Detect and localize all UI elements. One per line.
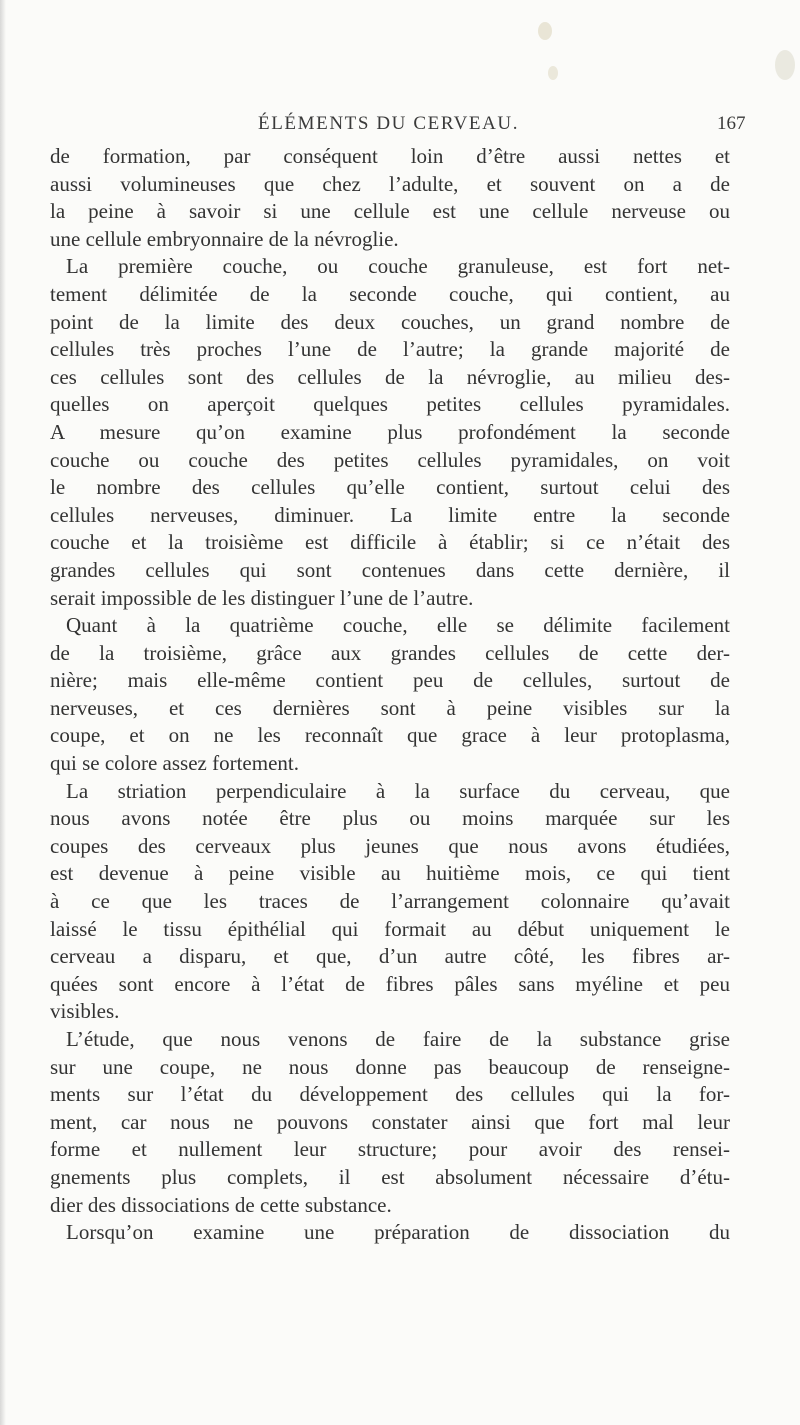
text-line: ment, car nous ne pouvons constater ainsi que fort mal leur <box>50 1109 730 1134</box>
text-line: qui se colore assez fortement. <box>50 751 299 776</box>
paper-stain <box>548 66 558 80</box>
text-line: ments sur l’état du développement des cellules qui la for- <box>50 1082 730 1107</box>
text-line: de la troisième, grâce aux grandes cellules de cette der- <box>50 640 730 665</box>
text-line: point de la limite des deux couches, un grand nombre de <box>50 309 730 334</box>
body-text <box>50 143 730 1247</box>
text-line: de formation, par conséquent loin d’être aussi nettes et <box>50 144 730 168</box>
text-line: couche ou couche des petites cellules pyramidales, on voit <box>50 447 730 472</box>
text-line: la peine à savoir si une cellule est une cellule nerveuse ou <box>50 199 730 224</box>
text-line: La première couche, ou couche granuleuse, est fort net- <box>66 254 730 279</box>
text-line: une cellule embryonnaire de la névroglie. <box>50 226 399 251</box>
text-line: La striation perpendiculaire à la surface du cerveau, que <box>66 778 730 803</box>
text-line: visibles. <box>50 999 120 1024</box>
text-line: quées sont encore à l’état de fibres pâles sans myéline et peu <box>50 971 730 996</box>
text-line: A mesure qu’on examine plus profondément la seconde <box>50 419 730 444</box>
text-line: nière; mais elle-même contient peu de cellules, surtout de <box>50 668 730 693</box>
running-head-title: ÉLÉMENTS DU CERVEAU. <box>258 113 520 134</box>
text-line: serait impossible de les distinguer l’une de l’autre. <box>50 585 474 610</box>
text-line: tement délimitée de la seconde couche, qui contient, au <box>50 281 730 306</box>
text-line: cerveau a disparu, et que, d’un autre côté, les fibres ar- <box>50 944 730 969</box>
page-number: 167 <box>717 113 746 134</box>
paper-stain <box>538 22 552 40</box>
text-line: cellules très proches l’une de l’autre; la grande majorité de <box>50 337 730 362</box>
text-line: couche et la troisième est difficile à établir; si ce n’était des <box>50 530 730 555</box>
text-line: nous avons notée être plus ou moins marquée sur les <box>50 806 730 831</box>
text-line: gnements plus complets, il est absolument nécessaire d’étu- <box>50 1164 730 1189</box>
text-line: Lorsqu’on examine une préparation de dissociation du <box>66 1220 730 1245</box>
text-line: L’étude, que nous venons de faire de la substance grise <box>66 1027 730 1051</box>
page-gutter-shadow <box>0 0 6 1425</box>
text-line: Quant à la quatrième couche, elle se délimite facilement <box>66 613 730 638</box>
text-line: ces cellules sont des cellules de la névroglie, au milieu des- <box>50 364 730 389</box>
text-line: grandes cellules qui sont contenues dans cette dernière, il <box>50 557 730 582</box>
text-line: à ce que les traces de l’arrangement colonnaire qu’avait <box>50 889 730 914</box>
text-line: nerveuses, et ces dernières sont à peine visibles sur la <box>50 695 730 720</box>
text-line: coupes des cerveaux plus jeunes que nous avons étudiées, <box>50 833 730 858</box>
text-line: coupe, et on ne les reconnaît que grace à leur protoplasma, <box>50 723 730 748</box>
text-line: laissé le tissu épithélial qui formait au début uniquement le <box>50 916 730 941</box>
text-line: quelles on aperçoit quelques petites cellules pyramidales. <box>50 392 730 417</box>
paper-stain <box>775 50 795 80</box>
text-line: dier des dissociations de cette substance. <box>50 1192 392 1217</box>
text-line: cellules nerveuses, diminuer. La limite entre la seconde <box>50 502 730 527</box>
text-line: sur une coupe, ne nous donne pas beaucoup de renseigne- <box>50 1054 730 1079</box>
text-line: le nombre des cellules qu’elle contient, surtout celui des <box>50 475 730 500</box>
text-line: est devenue à peine visible au huitième mois, ce qui tient <box>50 861 730 886</box>
running-head <box>0 113 800 143</box>
text-line: forme et nullement leur structure; pour avoir des rensei- <box>50 1137 730 1162</box>
text-line: aussi volumineuses que chez l’adulte, et souvent on a de <box>50 171 730 196</box>
